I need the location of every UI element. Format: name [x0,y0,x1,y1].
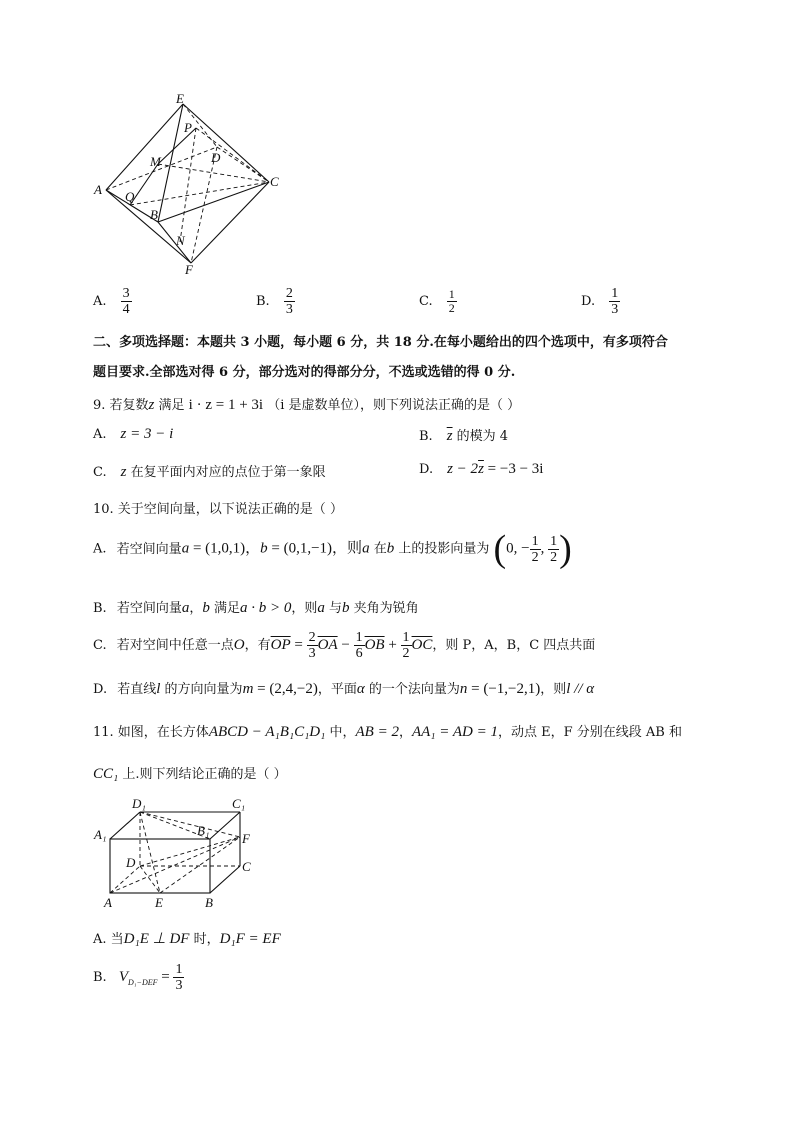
q9-option-c[interactable]: C. z 在复平面内对应的点位于第一象限 [93,464,326,480]
q8-option-d[interactable] [581,286,620,317]
q10-option-a[interactable]: A. 若空间向量a = (1,0,1)，b = (0,1,−1)，则a 在b 上的投影向量为 (0, − $\frac{1}{2}$ , $\frac{1}{2}$ ) [93,528,572,570]
figure-cuboid [90,795,270,915]
fig1-label-N: N [176,233,185,248]
fig2-label-F: F [242,831,250,846]
q9-option-b[interactable]: B. $\overline{z}$ 的模为 4 [419,428,509,444]
q10-option-d[interactable]: D. 若直线l 的方向向量为m = (2,4,−2)，平面α 的一个法向量为n = (−1,−2,1)，则l // α [93,681,595,697]
fig1-label-Q: Q [125,189,135,204]
fig1-label-C: C [270,174,279,189]
option-letter: A. [93,294,107,309]
option-letter: B. [256,294,270,309]
q11-stem-line1: 11. 如图，在长方体ABCD − A₁B₁C₁D₁ 中，AB = 2，AA₁ = AD = 1，动点 E，F 分别在线段 AB 和 [93,724,682,740]
q9-option-d[interactable]: D. $z - 2\overline{z} = -3 - 3i$ [419,461,544,477]
fig2-label-E: E [155,895,163,910]
q9-option-a[interactable]: A. z = 3 − i [93,426,174,442]
fig1-label-E: E [176,92,184,106]
q8-option-c[interactable] [419,288,457,315]
section-heading-line2: 题目要求.全部选对得 6 分，部分选对的得部分分，不选或选错的得 0 分. [93,365,516,380]
fig1-label-F: F [185,262,193,277]
fraction: $\frac{2}{3}$ [285,286,293,317]
fig2-label-C: C [242,859,251,874]
fig1-label-B: B [150,207,158,222]
option-letter: C. [419,294,433,309]
q9-stem: 9. 若复数z 满足 i · z = 1 + 3i （i 是虚数单位），则下列说法正确的是（ ） [93,397,521,413]
fig2-label-D: D [126,855,136,870]
fig1-label-D: D [211,150,221,165]
figure-octahedron [90,92,290,282]
fraction: $\frac{1}{3}$ [611,286,619,317]
q11-stem-line2: CC₁ 上.则下列结论正确的是（ ） [93,766,287,782]
fraction: $\frac{1}{2}$ [448,287,455,315]
fig2-label-C1: C₁ [232,796,246,811]
option-letter: D. [581,294,596,309]
q10-option-b[interactable]: B. 若空间向量a，b 满足a · b > 0，则a 与b 夹角为锐角 [93,600,419,616]
q8-option-b[interactable] [256,286,295,317]
fig1-label-M: M [150,154,161,169]
q10-stem: 10. 关于空间向量，以下说法正确的是（ ） [93,502,343,517]
fig2-label-B1: B₁ [197,823,210,838]
fig2-label-D1: D₁ [132,796,146,811]
q8-option-a[interactable] [93,286,132,317]
fig2-label-A: A [104,895,112,910]
q11-option-b[interactable]: B. $V_{D_1-DEF}$ = $\frac{1}{3}$ [93,962,183,993]
fig1-label-A: A [94,182,102,197]
section-heading-line1: 二、多项选择题：本题共 3 小题，每小题 6 分，共 18 分.在每小题给出的四个选项中，有多项符合 [93,335,668,350]
fraction: $\frac{3}{4}$ [122,286,130,317]
q10-option-c[interactable]: C. 若对空间中任意一点O，有$\overline{OP}$ = $\frac{2}{3}$ $\overline{OA}$ − $\frac{1}{6}$ $\overline{OB}$ + $\frac{1}{2}$ $\overline{OC}$，则 P，A，B，C 四点共面 [93,630,596,661]
q11-option-a[interactable]: A. 当D₁E ⊥ DF 时，D₁F = EF [93,931,281,947]
fig2-label-A1: A₁ [94,827,107,842]
fig2-label-B: B [205,895,213,910]
fig1-label-P: P [184,120,192,135]
